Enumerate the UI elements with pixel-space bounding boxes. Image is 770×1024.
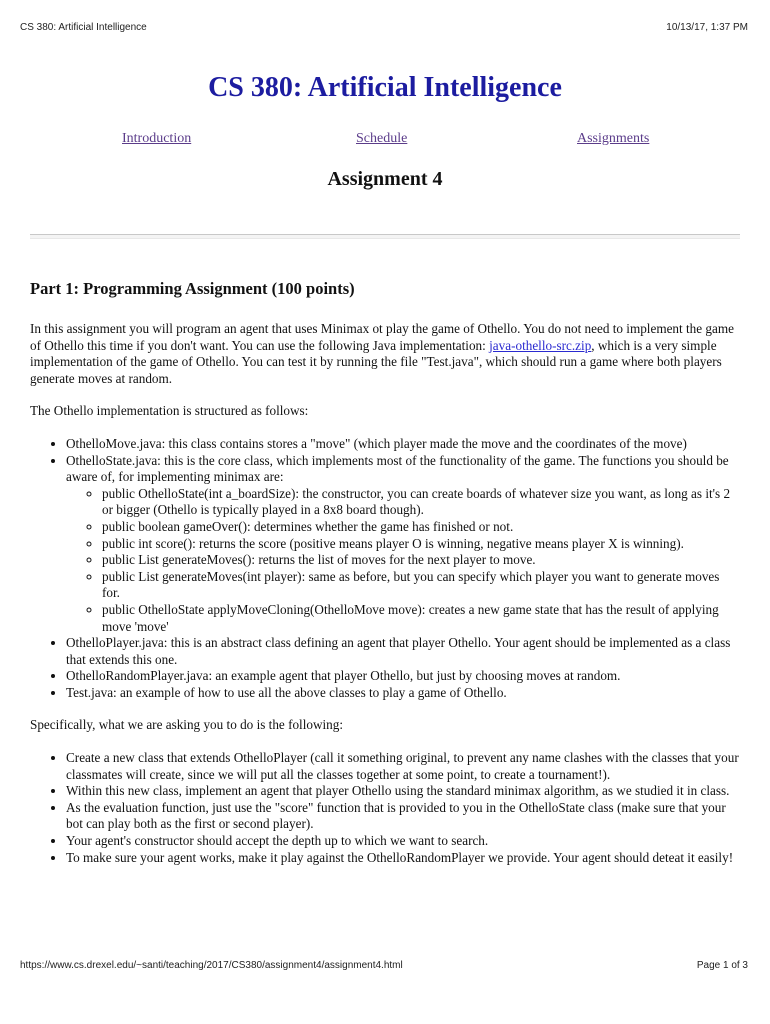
state-function-item: ◦ public int score(): returns the score (positive means player O is winning, negative means player X is winning). <box>102 536 740 553</box>
course-nav <box>0 131 770 151</box>
nav-link-introduction[interactable]: Introduction <box>122 131 192 146</box>
task-item: • As the evaluation function, just use the "score" function that is provided to you in the OthelloState class (make sure that your bot can play both as the first or second player). <box>66 800 740 833</box>
part1-heading: Part 1: Programming Assignment (100 points) <box>30 279 355 298</box>
structure-item-othelloplayer: • OthelloPlayer.java: this is an abstract class defining an agent that player Othello. Your agent should be implemented as a class that extends this one. <box>66 635 740 668</box>
horizontal-divider <box>30 234 740 239</box>
nav-link-schedule[interactable]: Schedule <box>356 131 408 146</box>
task-item: • To make sure your agent works, make it play against the OthelloRandomPlayer we provide. Your agent should deteat it easily! <box>66 850 740 867</box>
state-function-item: ◦ public OthelloState(int a_boardSize): the constructor, you can create boards of whatever size you want, as long as it's 2 or bigger (Othello is typically played in a 8x8 board though). <box>102 486 740 519</box>
state-function-item: ◦ public OthelloState applyMoveCloning(OthelloMove move): creates a new game state that has the result of applying move 'move' <box>102 602 740 635</box>
print-footer-page-number: Page 1 of 3 <box>696 960 748 971</box>
structure-list <box>30 436 740 702</box>
java-othello-src-link[interactable]: java-othello-src.zip <box>489 337 592 353</box>
task-item: • Create a new class that extends OthelloPlayer (call it something original, to prevent any name clashes with the classes that your classmates will create, since we will put all the classes together at some point, to create a tournament!). <box>66 750 740 783</box>
tasks-list <box>30 750 740 866</box>
print-footer <box>20 960 748 971</box>
assignment-content <box>30 278 740 882</box>
state-functions-list <box>66 486 740 635</box>
state-function-item: ◦ public boolean gameOver(): determines whether the game has finished or not. <box>102 519 740 536</box>
state-function-item: ◦ public List generateMoves(int player): same as before, but you can specify which player you want to generate moves for. <box>102 569 740 602</box>
structure-item-othellostate-text: OthelloState.java: this is the core class, which implements most of the functionality of the game. The functions you should be aware of, for implementing minimax are: <box>66 452 729 485</box>
print-header-title: CS 380: Artificial Intelligence <box>20 22 147 33</box>
print-header-timestamp: 10/13/17, 1:37 PM <box>666 22 748 33</box>
structure-item-othellorandomplayer: • OthelloRandomPlayer.java: an example agent that player Othello, but just by choosing moves at random. <box>66 668 740 685</box>
structure-intro: The Othello implementation is structured as follows: <box>30 403 309 419</box>
nav-link-assignments[interactable]: Assignments <box>577 131 650 146</box>
page-title: CS 380: Artificial Intelligence <box>208 72 562 103</box>
task-item: • Your agent's constructor should accept the depth up to which we want to search. <box>66 833 740 850</box>
print-header <box>20 22 748 33</box>
structure-item-othellomove: • OthelloMove.java: this class contains stores a "move" (which player made the move and the coordinates of the move) <box>66 436 740 453</box>
tasks-intro: Specifically, what we are asking you to do is the following: <box>30 717 344 733</box>
task-item: • Within this new class, implement an agent that player Othello using the standard minimax algorithm, as we studied it in class. <box>66 783 740 800</box>
intro-text-before-link: In this assignment you will program an agent that uses Minimax ot play the game of Othello. You do not need to implement the game of Othello this time if you don't want. You can use the following Java implementation: <box>30 321 734 353</box>
assignment-title: Assignment 4 <box>327 168 443 190</box>
structure-item-othellostate <box>66 453 740 636</box>
structure-item-test: • Test.java: an example of how to use all the above classes to play a game of Othello. <box>66 685 740 702</box>
part1-intro-paragraph <box>30 321 740 387</box>
state-function-item: ◦ public List generateMoves(): returns the list of moves for the next player to move. <box>102 552 740 569</box>
intro-text-after-link: , which is a very simple implementation of the game of Othello. You can test it by running the file "Test.java", which should run a game where both players generate moves at random. <box>30 337 722 386</box>
print-footer-url: https://www.cs.drexel.edu/~santi/teaching/2017/CS380/assignment4/assignment4.html <box>20 960 403 971</box>
